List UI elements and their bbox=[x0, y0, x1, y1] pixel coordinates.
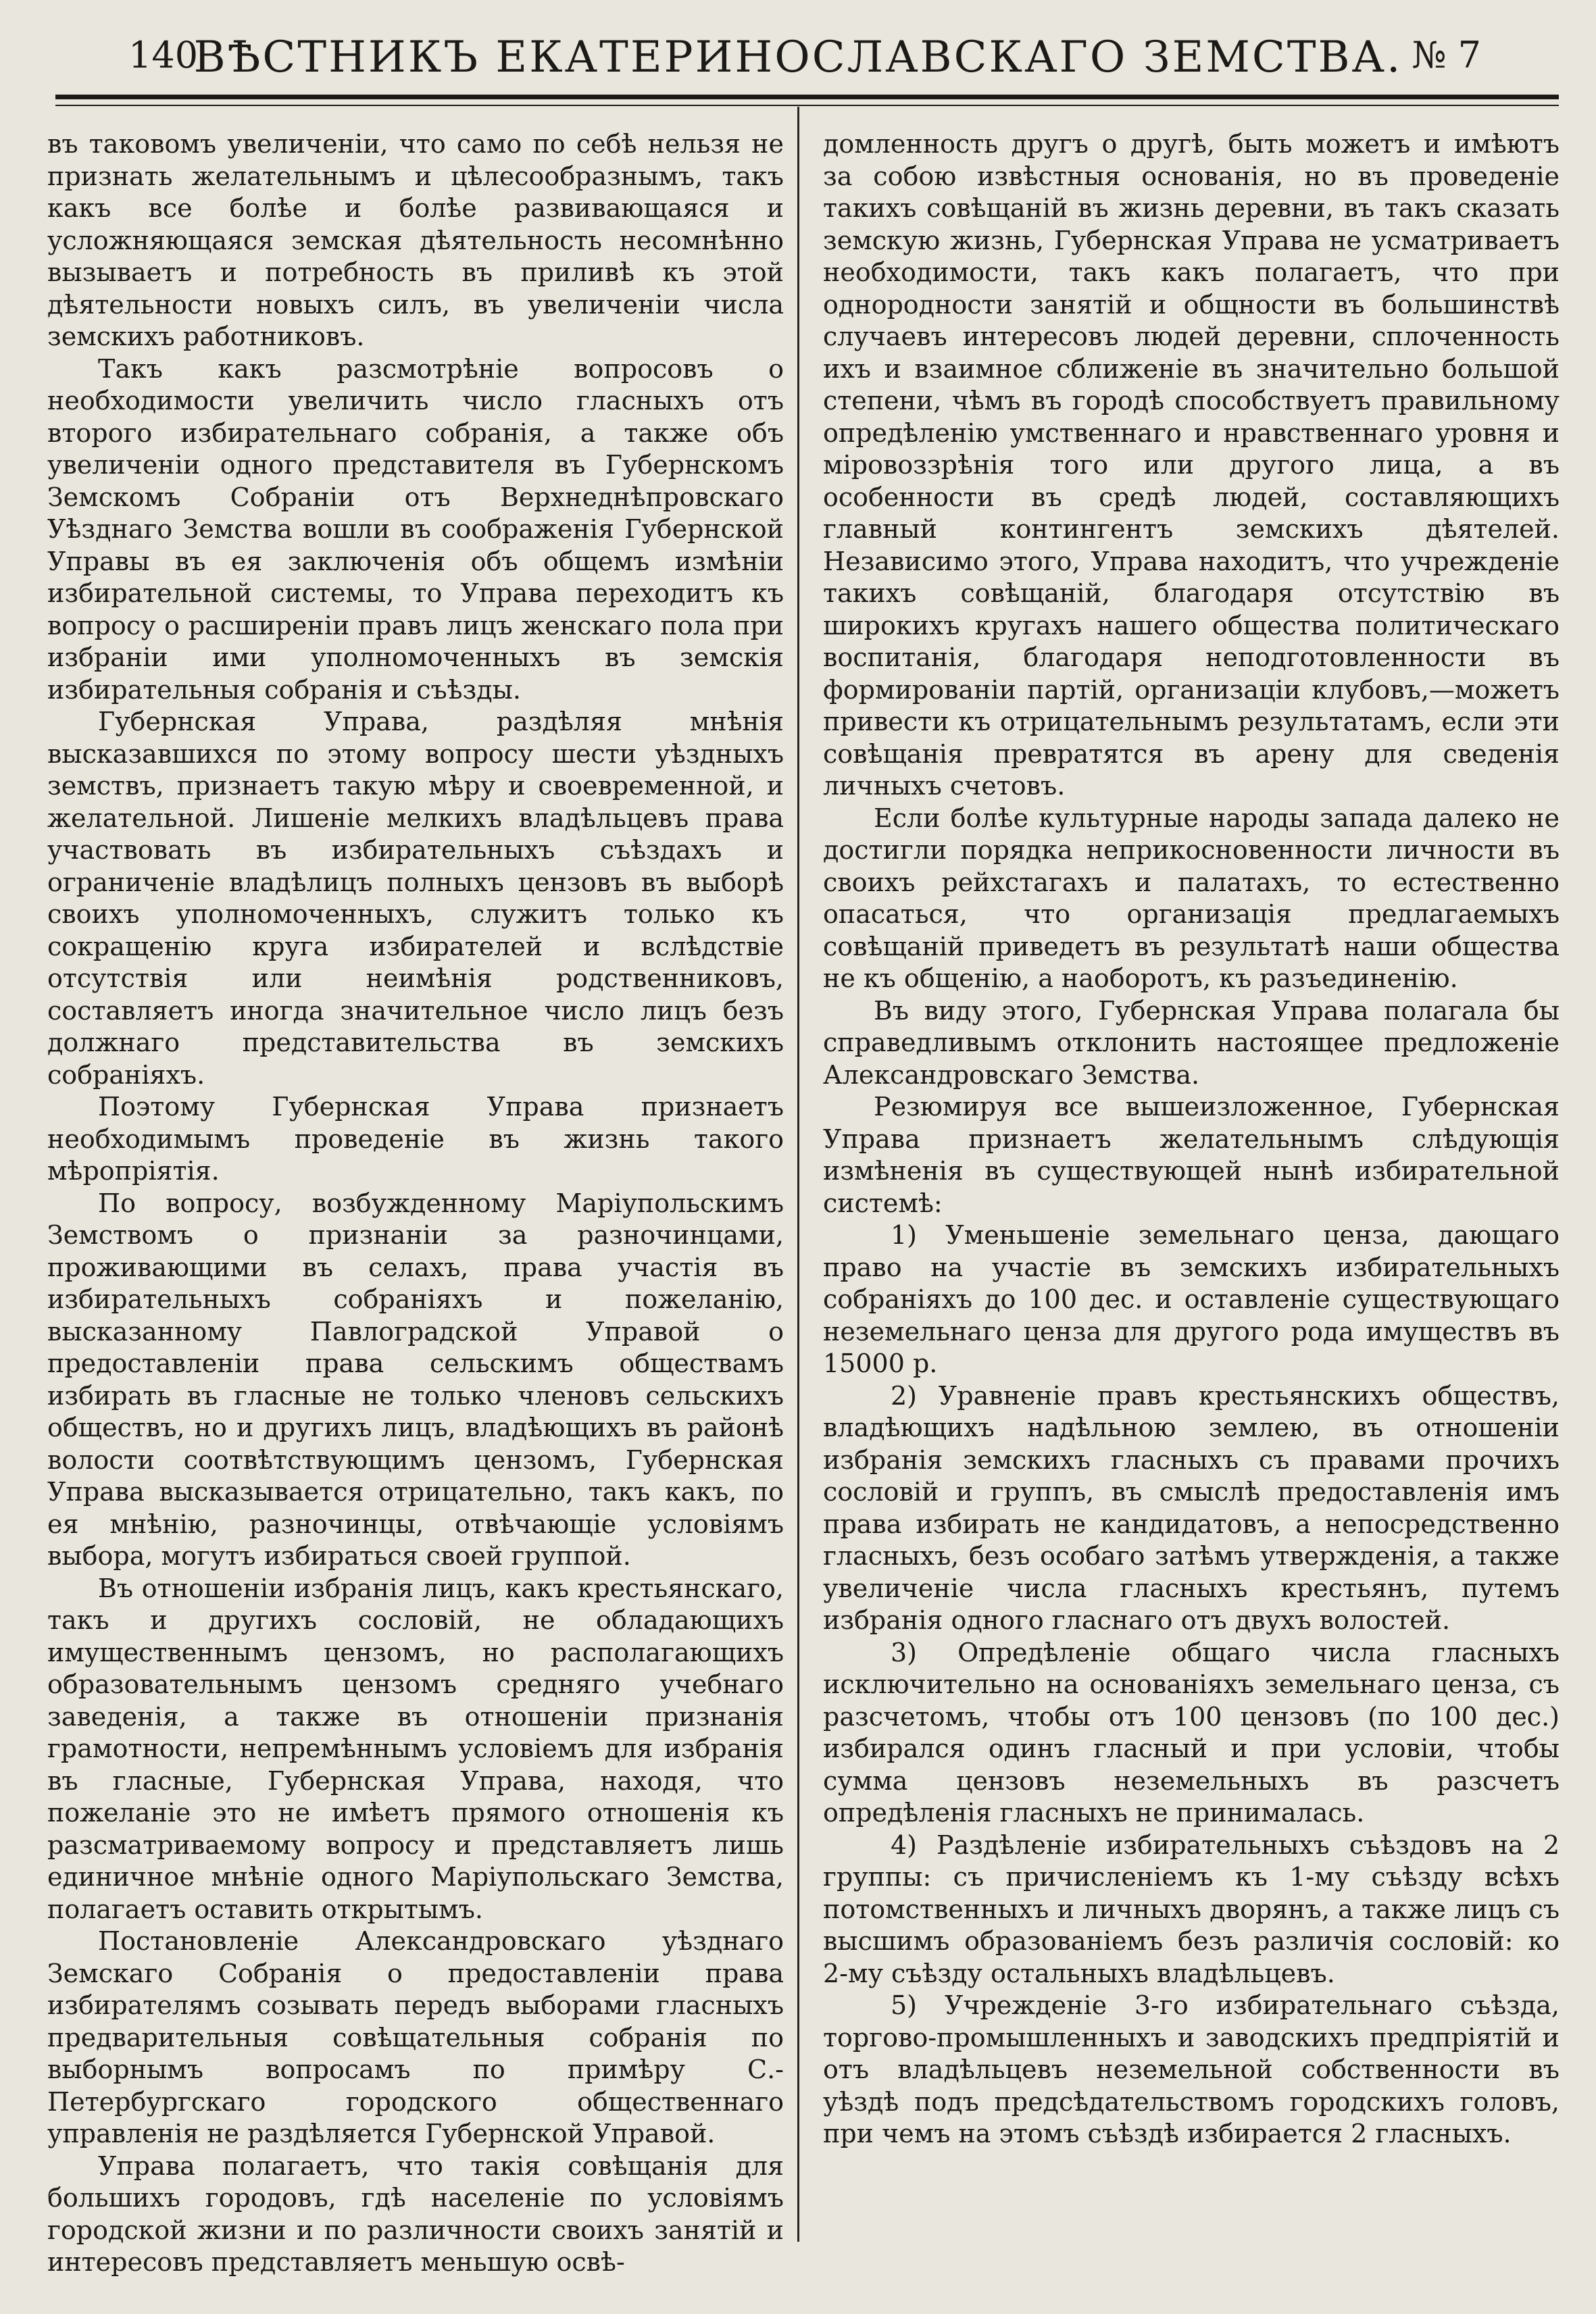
journal-title: ВѢСТНИКЪ ЕКАТЕРИНОСЛАВСКАГО ЗЕМСТВА. bbox=[193, 32, 1403, 82]
numbered-item: 5) Учрежденіе 3-го избирательнаго съѣзда, торгово-промышленныхъ и заводскихъ предпріятій и отъ владѣльцевъ неземельной собственности въ уѣздѣ подъ предсѣдательствомъ городскихъ головъ, при чемъ на этомъ съѣздѣ избирается 2 гласныхъ. bbox=[823, 1990, 1560, 2148]
paragraph: Такъ какъ разсмотрѣніе вопросовъ о необходимости увеличить число гласныхъ отъ второго избирательнаго собранія, а также объ увеличеніи одного представителя въ Губернскомъ Земскомъ Собраніи отъ Верхнеднѣпровскаго Уѣзднаго Земства вошли въ соображенія Губернской Управы въ ея заключенія объ общемъ измѣніи избирательной системы, то Управа переходитъ къ вопросу о расширеніи правъ лицъ женскаго пола при избраніи ими уполномоченныхъ въ земскія избирательныя собранія и съѣзды. bbox=[47, 353, 784, 705]
page-number: 140 bbox=[128, 34, 199, 76]
column-divider bbox=[797, 107, 799, 2242]
paragraph: Резюмируя все вышеизложенное, Губернская Управа признаетъ желательнымъ слѣдующія измѣненія въ существующей нынѣ избирательной системѣ: bbox=[823, 1092, 1560, 1218]
paragraph: Поэтому Губернская Управа признаетъ необходимымъ проведеніе въ жизнь такого мѣропріятія. bbox=[47, 1092, 784, 1186]
numbered-item: 1) Уменьшеніе земельнаго ценза, дающаго право на участіе въ земскихъ избирательныхъ собраніяхъ до 100 дес. и оставленіе существующаго неземельнаго ценза для другого рода имуществъ въ 15000 р. bbox=[823, 1220, 1560, 1378]
page-header bbox=[54, 20, 1542, 88]
right-column bbox=[823, 128, 1560, 2150]
left-column bbox=[47, 128, 784, 2279]
numbered-item: 2) Уравненіе правъ крестьянскихъ обществъ, владѣющихъ надѣльною землею, въ отношеніи избранія земскихъ гласныхъ съ правами прочихъ сословій и группъ, въ смыслѣ предоставленія имъ права избирать не кандидатовъ, а непосредственно гласныхъ, безъ особаго затѣмъ утвержденія, а также увеличеніе числа гласныхъ крестьянъ, путемъ избранія одного гласнаго отъ двухъ волостей. bbox=[823, 1380, 1560, 1635]
issue-number: № 7 bbox=[1412, 34, 1481, 76]
paragraph: въ таковомъ увеличеніи, что само по себѣ нельзя не признать желательнымъ и цѣлесообразнымъ, такъ какъ все болѣе и болѣе развивающаяся и усложняющаяся земская дѣятельность несомнѣнно вызываетъ и потребность въ приливѣ къ этой дѣятельности новыхъ силъ, въ увеличеніи числа земскихъ работниковъ. bbox=[47, 129, 784, 351]
numbered-item: 4) Раздѣленіе избирательныхъ съѣздовъ на 2 группы: съ причисленіемъ къ 1-му съѣзду всѣхъ потомственныхъ и личныхъ дворянъ, а также лицъ съ высшимъ образованіемъ безъ различія сословій: ко 2-му съѣзду остальныхъ владѣльцевъ. bbox=[823, 1830, 1560, 1988]
paragraph: По вопросу, возбужденному Маріупольскимъ Земствомъ о признаніи за разночинцами, проживающими въ селахъ, права участія въ избирательныхъ собраніяхъ и пожеланію, высказанному Павлоградской Управой о предоставленіи права сельскимъ обществамъ избирать въ гласные не только членовъ сельскихъ обществъ, но и другихъ лицъ, владѣющихъ въ районѣ волости соотвѣтствующимъ цензомъ, Губернская Управа высказывается отрицательно, такъ какъ, по ея мнѣнію, разночинцы, отвѣчающіе условіямъ выбора, могутъ избираться своей группой. bbox=[47, 1188, 784, 1571]
numbered-item: 3) Опредѣленіе общаго числа гласныхъ исключительно на основаніяхъ земельнаго ценза, съ разсчетомъ, чтобы отъ 100 цензовъ (по 100 дес.) избирался одинъ гласный и при условіи, чтобы сумма цензовъ неземельныхъ въ разсчетъ опредѣленія гласныхъ не принималась. bbox=[823, 1637, 1560, 1828]
paragraph: Въ отношеніи избранія лицъ, какъ крестьянскаго, такъ и другихъ сословій, не обладающихъ имущественнымъ цензомъ, но располагающихъ образовательнымъ цензомъ средняго учебнаго заведенія, а также въ отношеніи признанія грамотности, непремѣннымъ условіемъ для избранія въ гласные, Губернская Управа, находя, что пожеланіе это не имѣетъ прямого отношенія къ разсматриваемому вопросу и представляетъ лишь единичное мнѣніе одного Маріупольскаго Земства, полагаетъ оставить открытымъ. bbox=[47, 1573, 784, 1924]
paragraph: Управа полагаетъ, что такія совѣщанія для большихъ городовъ, гдѣ населеніе по условіямъ городской жизни и по различности своихъ занятій и интересовъ представляетъ меньшую освѣ- bbox=[47, 2150, 784, 2277]
paragraph: домленность другъ о другѣ, быть можетъ и имѣютъ за собою извѣстныя основанія, но въ проведеніе такихъ совѣщаній въ жизнь деревни, въ такъ сказать земскую жизнь, Губернская Управа не усматриваетъ необходимости, такъ какъ полагаетъ, что при однородности занятій и общности въ большинствѣ случаевъ интересовъ людей деревни, сплоченность ихъ и взаимное сближеніе въ значительно большой степени, чѣмъ въ городѣ способствуетъ правильному опредѣленію умственнаго и нравственнаго уровня и міровоззрѣнія того или другого лица, а въ особенности въ средѣ людей, составляющихъ главный контингентъ земскихъ дѣятелей. Независимо этого, Управа находитъ, что учрежденіе такихъ совѣщаній, благодаря отсутствію въ широкихъ кругахъ нашего общества политическаго воспитанія, благодаря неподготовленности въ формированіи партій, организаціи клубовъ,—можетъ привести къ отрицательнымъ результатамъ, если эти совѣщанія превратятся въ арену для сведенія личныхъ счетовъ. bbox=[823, 129, 1560, 801]
paragraph: Въ виду этого, Губернская Управа полагала бы справедливымъ отклонить настоящее предложеніе Александровскаго Земства. bbox=[823, 995, 1560, 1090]
paragraph: Губернская Управа, раздѣляя мнѣнія высказавшихся по этому вопросу шести уѣздныхъ земствъ, признаетъ такую мѣру и своевременной, и желательной. Лишеніе мелкихъ владѣльцевъ права участвовать въ избирательныхъ съѣздахъ и ограниченіе владѣлицъ полныхъ цензовъ въ выборѣ своихъ уполномоченныхъ, служитъ только къ сокращенію круга избирателей и вслѣдствіе отсутствія или неимѣнія родственниковъ, составляетъ иногда значительное число лицъ безъ должнаго представительства въ земскихъ собраніяхъ. bbox=[47, 707, 784, 1090]
paragraph: Постановленіе Александровскаго уѣзднаго Земскаго Собранія о предоставленіи права избирателямъ созывать передъ выборами гласныхъ предварительныя совѣщательныя собранія по выборнымъ вопросамъ по примѣру С.-Петербургскаго городского общественнаго управленія не раздѣляется Губернской Управой. bbox=[47, 1926, 784, 2148]
header-rule-thick bbox=[55, 95, 1559, 99]
paragraph: Если болѣе культурные народы запада далеко не достигли порядка неприкосновенности личности въ своихъ рейхстагахъ и палатахъ, то естественно опасаться, что организація предлагаемыхъ совѣщаній приведетъ въ результатѣ наши общества не къ общенію, а наоборотъ, къ разъединенію. bbox=[823, 803, 1560, 993]
header-rule-thin bbox=[55, 105, 1559, 106]
